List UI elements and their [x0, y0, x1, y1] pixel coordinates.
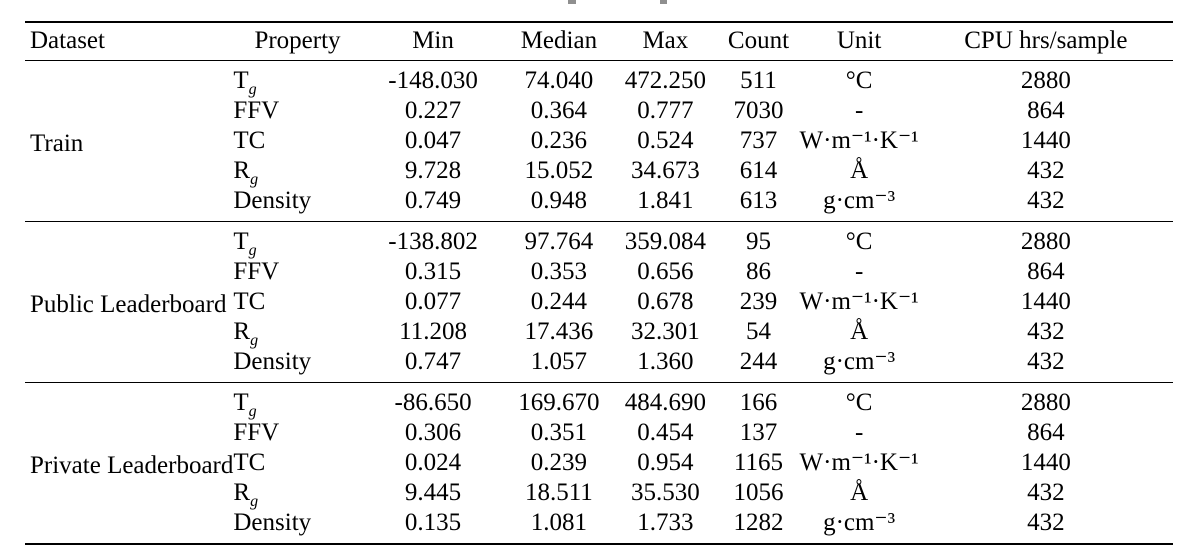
- property-cell: $R_g$: [233, 479, 259, 510]
- column-header-max: Max: [613, 22, 717, 61]
- min-cell: -148.030: [388, 67, 478, 94]
- count-cell: 511: [740, 67, 777, 94]
- unit-cell: g·cm⁻³: [823, 348, 896, 375]
- min-cell: 0.315: [404, 258, 462, 285]
- property-cell: FFV: [233, 419, 280, 446]
- train-group: [25, 61, 1173, 222]
- property-cell: TC: [233, 449, 266, 476]
- count-cell: 7030: [733, 97, 784, 124]
- max-cell: 0.656: [637, 258, 694, 285]
- property-cell: $T_g$: [233, 67, 257, 98]
- median-cell: 169.670: [518, 389, 600, 416]
- min-cell: 0.747: [404, 348, 462, 375]
- median-cell: 15.052: [524, 157, 594, 184]
- cpu-cell: 432: [1027, 187, 1065, 214]
- count-cell: 1165: [733, 449, 783, 476]
- min-cell: 9.445: [404, 479, 462, 506]
- count-cell: 86: [745, 258, 771, 285]
- median-cell: 0.244: [530, 288, 588, 315]
- min-cell: 0.024: [404, 449, 462, 476]
- cpu-cell: 1440: [1020, 127, 1071, 154]
- max-cell: 1.841: [637, 187, 694, 214]
- unit-cell: -: [854, 258, 864, 285]
- unit-cell: Å: [850, 479, 869, 506]
- median-cell: 17.436: [524, 318, 594, 345]
- property-cell: $T_g$: [233, 389, 257, 420]
- column-header-count: Count: [717, 22, 799, 61]
- column-header-unit: Unit: [800, 22, 919, 61]
- cpu-cell: 1440: [1020, 449, 1071, 476]
- median-cell: 0.351: [530, 419, 588, 446]
- unit-cell: Å: [850, 318, 869, 345]
- unit-cell: -: [854, 419, 864, 446]
- max-cell: 472.250: [624, 67, 706, 94]
- unit-cell: °C: [845, 67, 873, 94]
- header-row: [25, 22, 1173, 61]
- private-leaderboard-group: [25, 383, 1173, 545]
- cpu-cell: 2880: [1020, 228, 1071, 255]
- dataset-cell: Train: [30, 129, 84, 157]
- property-cell: $R_g$: [233, 318, 259, 349]
- max-cell: 34.673: [630, 157, 700, 184]
- max-cell: 0.524: [637, 127, 694, 154]
- max-cell: 0.954: [637, 449, 694, 476]
- min-cell: -86.650: [394, 389, 472, 416]
- cpu-cell: 864: [1027, 97, 1065, 124]
- property-cell: FFV: [233, 258, 280, 285]
- public-leaderboard-group: [25, 222, 1173, 383]
- property-subscript: g: [250, 493, 259, 510]
- cpu-cell: 1440: [1020, 288, 1071, 315]
- count-cell: 1282: [733, 509, 784, 536]
- min-cell: 0.135: [404, 509, 462, 536]
- median-cell: 1.081: [530, 509, 588, 536]
- min-cell: 9.728: [404, 157, 462, 184]
- median-cell: 1.057: [530, 348, 588, 375]
- cropped-caption-fragment: [660, 0, 667, 4]
- cpu-cell: 432: [1027, 348, 1065, 375]
- property-subscript: g: [248, 403, 257, 420]
- property-cell: Density: [233, 348, 312, 375]
- table-row: [25, 61, 1173, 97]
- unit-cell: Å: [850, 157, 869, 184]
- column-header-dataset: Dataset: [25, 22, 233, 61]
- count-cell: 137: [739, 419, 778, 446]
- property-subscript: g: [248, 242, 257, 259]
- property-subscript: g: [248, 81, 257, 98]
- median-cell: 0.364: [530, 97, 588, 124]
- max-cell: 1.360: [637, 348, 694, 375]
- min-cell: 0.749: [404, 187, 462, 214]
- cpu-cell: 432: [1027, 157, 1065, 184]
- column-header-cpu-hrs: CPU hrs/sample: [919, 22, 1173, 61]
- unit-cell: W·m⁻¹·K⁻¹: [799, 127, 919, 154]
- min-cell: 0.227: [404, 97, 462, 124]
- unit-cell: °C: [845, 228, 873, 255]
- cpu-cell: 432: [1027, 509, 1065, 536]
- table-row: [25, 222, 1173, 258]
- property-cell: $R_g$: [233, 157, 259, 188]
- min-cell: 11.208: [399, 318, 467, 345]
- median-cell: 0.948: [530, 187, 588, 214]
- unit-cell: °C: [845, 389, 873, 416]
- property-cell: Density: [233, 509, 312, 536]
- median-cell: 18.511: [524, 479, 593, 506]
- property-cell: TC: [233, 127, 266, 154]
- median-cell: 0.239: [530, 449, 588, 476]
- unit-cell: g·cm⁻³: [823, 509, 896, 536]
- count-cell: 54: [745, 318, 771, 345]
- min-cell: 0.306: [404, 419, 462, 446]
- unit-cell: -: [854, 97, 864, 124]
- count-cell: 95: [745, 228, 771, 255]
- count-cell: 244: [739, 348, 778, 375]
- property-cell: FFV: [233, 97, 280, 124]
- cropped-caption-fragment: [568, 0, 576, 4]
- min-cell: 0.077: [404, 288, 462, 315]
- median-cell: 0.236: [530, 127, 588, 154]
- max-cell: 0.678: [637, 288, 694, 315]
- max-cell: 0.454: [637, 419, 694, 446]
- median-cell: 74.040: [524, 67, 594, 94]
- count-cell: 1056: [733, 479, 784, 506]
- property-cell: TC: [233, 288, 266, 315]
- cpu-cell: 432: [1027, 479, 1065, 506]
- cpu-cell: 864: [1027, 258, 1065, 285]
- property-cell: $T_g$: [233, 228, 257, 259]
- max-cell: 0.777: [637, 97, 694, 124]
- column-header-min: Min: [362, 22, 505, 61]
- count-cell: 239: [739, 288, 778, 315]
- dataset-cell: Public Leaderboard: [30, 290, 227, 318]
- count-cell: 737: [739, 127, 778, 154]
- max-cell: 35.530: [630, 479, 700, 506]
- property-subscript: g: [250, 332, 259, 349]
- count-cell: 166: [739, 389, 778, 416]
- min-cell: -138.802: [388, 228, 478, 255]
- cpu-cell: 2880: [1020, 389, 1071, 416]
- unit-cell: W·m⁻¹·K⁻¹: [799, 449, 919, 476]
- count-cell: 613: [739, 187, 778, 214]
- max-cell: 359.084: [624, 228, 706, 255]
- property-subscript: g: [250, 171, 259, 188]
- property-cell: Density: [233, 187, 312, 214]
- column-header-property: Property: [233, 22, 361, 61]
- max-cell: 32.301: [630, 318, 700, 345]
- column-header-median: Median: [504, 22, 613, 61]
- max-cell: 484.690: [624, 389, 706, 416]
- cpu-cell: 432: [1027, 318, 1065, 345]
- unit-cell: W·m⁻¹·K⁻¹: [799, 288, 919, 315]
- count-cell: 614: [739, 157, 778, 184]
- dataset-statistics-table: [25, 21, 1173, 545]
- cpu-cell: 864: [1027, 419, 1065, 446]
- unit-cell: g·cm⁻³: [823, 187, 896, 214]
- median-cell: 97.764: [524, 228, 594, 255]
- min-cell: 0.047: [404, 127, 462, 154]
- max-cell: 1.733: [637, 509, 694, 536]
- median-cell: 0.353: [530, 258, 588, 285]
- dataset-cell: Private Leaderboard: [30, 451, 234, 479]
- table-row: [25, 383, 1173, 419]
- cpu-cell: 2880: [1020, 67, 1071, 94]
